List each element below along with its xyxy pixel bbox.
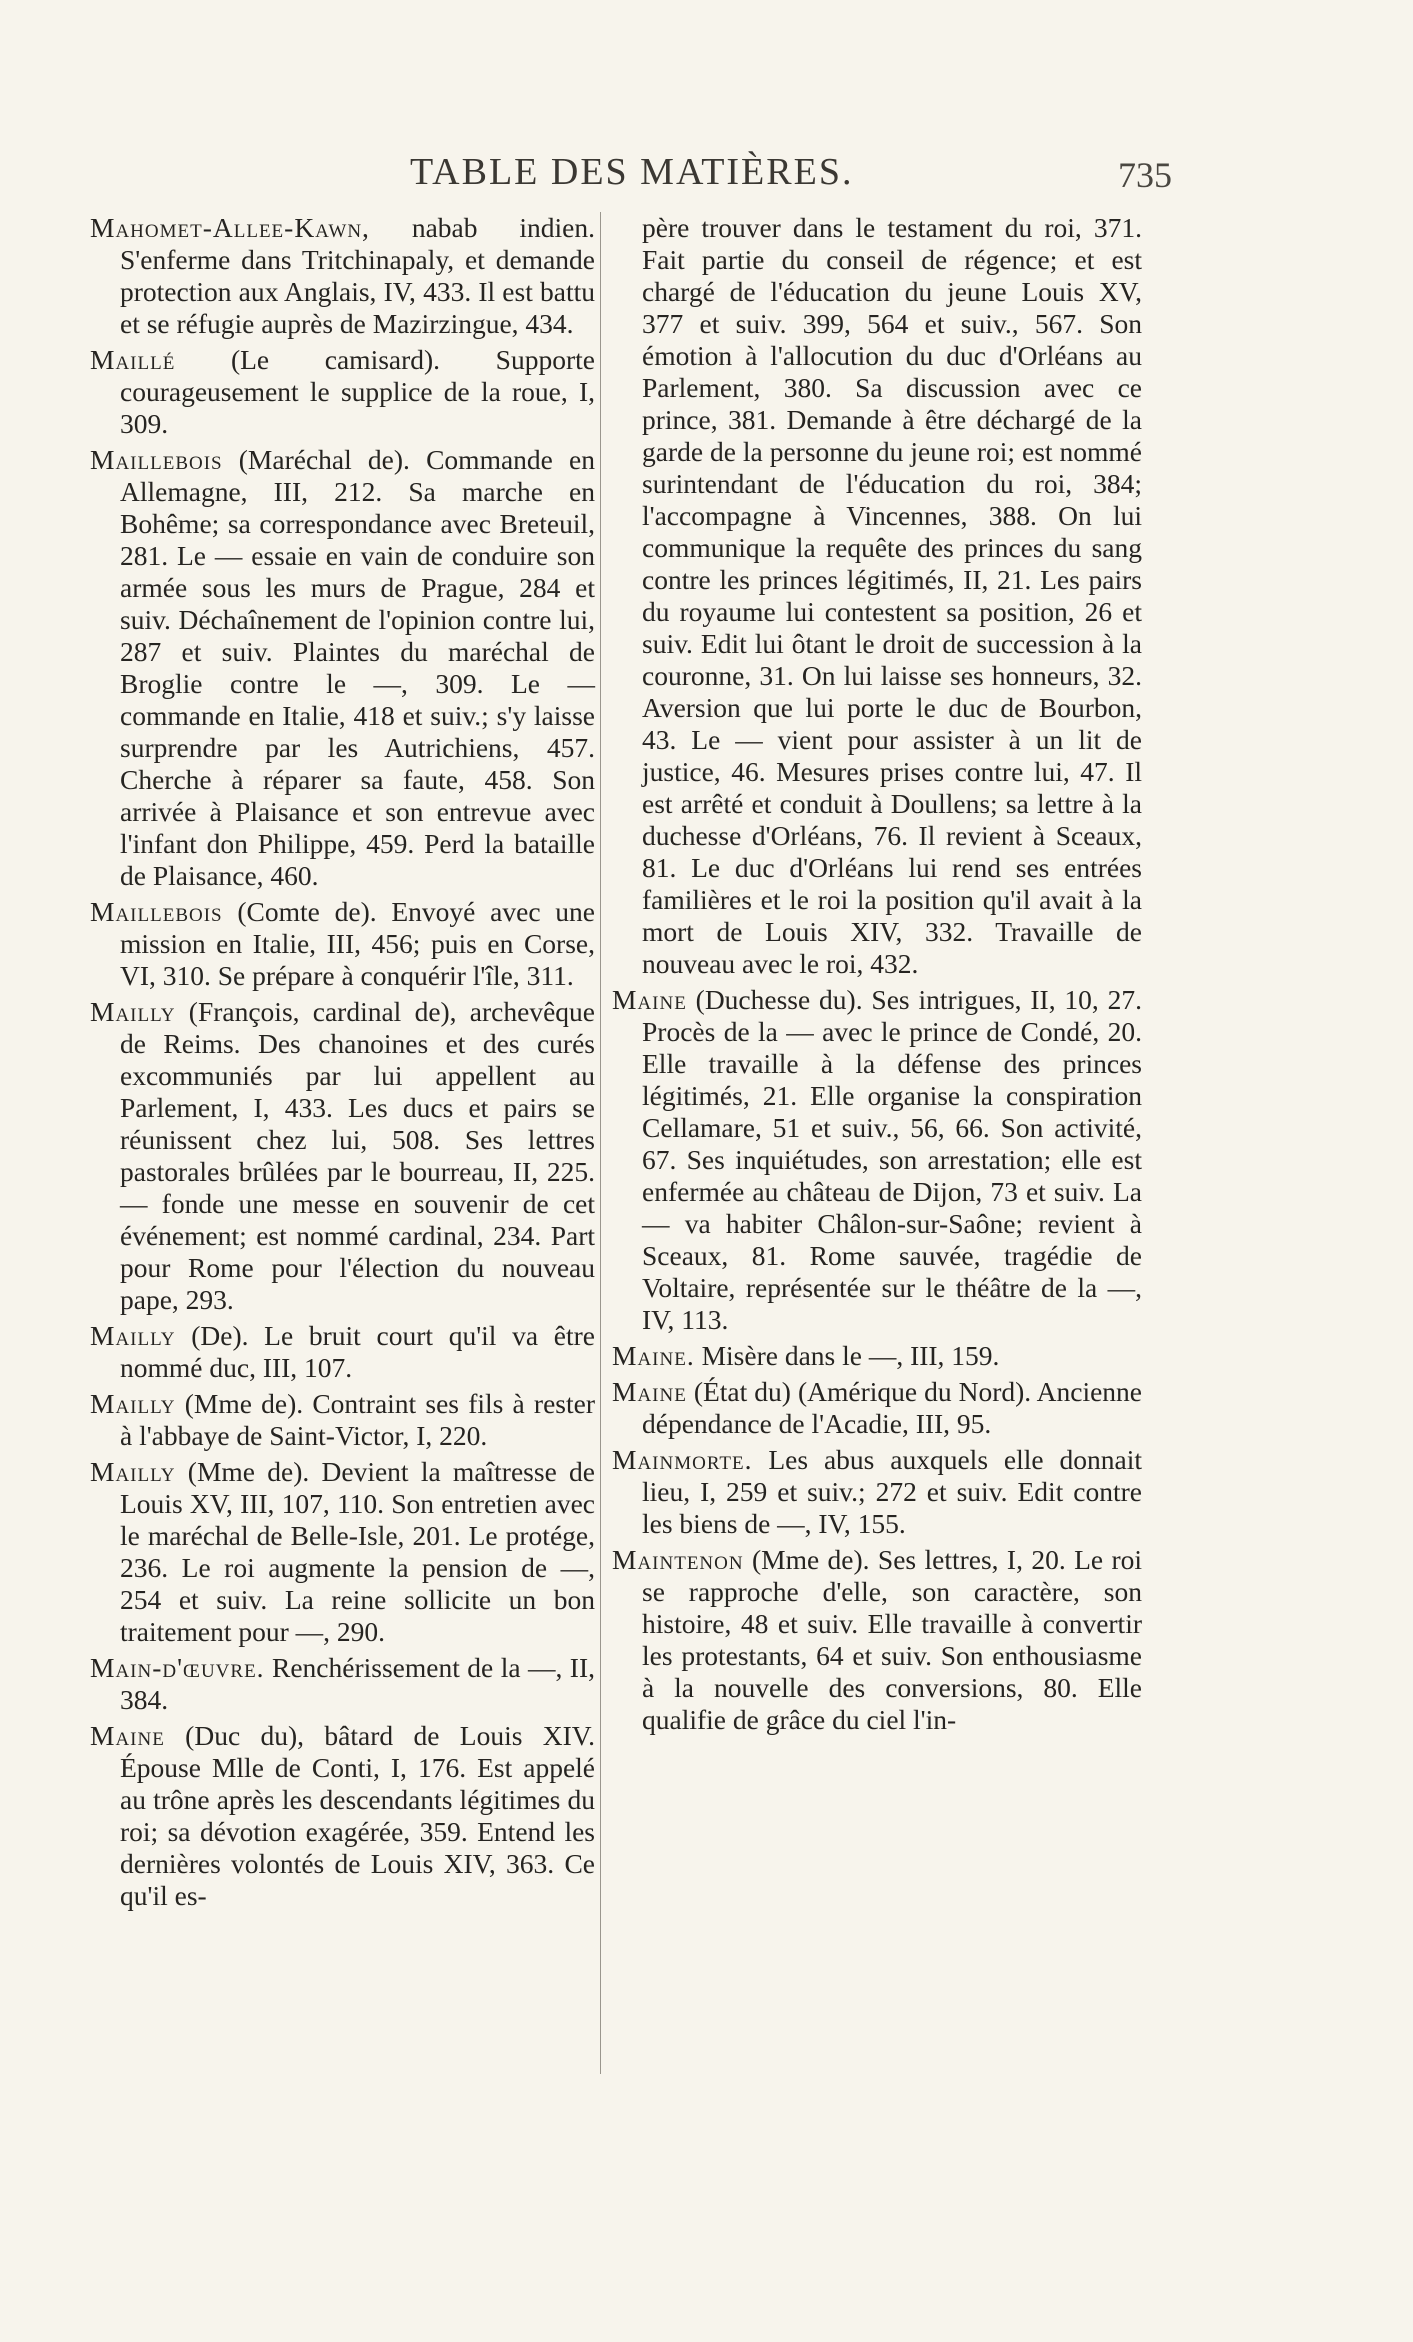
- index-entry: [612, 1376, 1142, 1440]
- entry-headword: Maillebois: [90, 444, 223, 475]
- entry-text: nabab indien. S'enferme dans Tritchinapaly, et demande protection aux Anglais, IV, 433. Il est battu et se réfugie auprès de Mazirzingue, 434.: [120, 212, 595, 339]
- entry-text: (De). Le bruit court qu'il va être nommé duc, III, 107.: [120, 1320, 595, 1383]
- index-entry: [90, 344, 595, 440]
- index-entry: [90, 1456, 595, 1648]
- index-entry: [90, 212, 595, 340]
- entry-text: (Mme de). Contraint ses fils à rester à l'abbaye de Saint-Victor, I, 220.: [120, 1388, 595, 1451]
- entry-headword: Maine.: [612, 1340, 695, 1371]
- entry-headword: Maine: [612, 984, 687, 1015]
- entry-headword: Maintenon: [612, 1544, 744, 1575]
- left-column: [90, 212, 595, 1916]
- entry-text: (François, cardinal de), archevêque de Reims. Des chanoines et des curés excommuniés par lui appellent au Parlement, I, 433. Les ducs et pairs se réunissent chez lui, 508. Ses lettres pastorales brûlées par le bourreau, II, 225. — fonde une messe en souvenir de cet événement; est nommé cardinal, 234. Part pour Rome pour l'élection du nouveau pape, 293.: [120, 996, 595, 1315]
- index-entry: [612, 1340, 1142, 1372]
- entry-headword: Mailly: [90, 1320, 176, 1351]
- entry-headword: Maine: [612, 1376, 687, 1407]
- entry-text: Les abus auxquels elle donnait lieu, I, 259 et suiv.; 272 et suiv. Edit contre les biens de —, IV, 155.: [642, 1444, 1142, 1539]
- entry-headword: Maillé: [90, 344, 176, 375]
- entry-headword: Maine: [90, 1720, 165, 1751]
- index-entry: [90, 444, 595, 892]
- entry-text: Misère dans le —, III, 159.: [694, 1340, 1000, 1371]
- entry-text: (Duchesse du). Ses intrigues, II, 10, 27. Procès de la — avec le prince de Condé, 20. Elle travaille à la défense des princes légitimés, 21. Elle organise la conspiration Cellamare, 51 et suiv., 56, 66. Son activité, 67. Ses inquiétudes, son arrestation; elle est enfermée au château de Dijon, 73 et suiv. La — va habiter Châlon-sur-Saône; revient à Sceaux, 81. Rome sauvée, tragédie de Voltaire, représentée sur le théâtre de la —, IV, 113.: [642, 984, 1142, 1335]
- entry-text: (Comte de). Envoyé avec une mission en Italie, III, 456; puis en Corse, VI, 310. Se prépare à conquérir l'île, 311.: [120, 896, 595, 991]
- index-entry: [90, 896, 595, 992]
- entry-text: (Mme de). Ses lettres, I, 20. Le roi se rapproche d'elle, son caractère, son histoire, 48 et suiv. Elle travaille à convertir les protestants, 64 et suiv. Son enthousiasme à la nouvelle des conversions, 80. Elle qualifie de grâce du ciel l'in-: [642, 1544, 1142, 1735]
- entry-text: (Le camisard). Supporte courageusement le supplice de la roue, I, 309.: [120, 344, 595, 439]
- index-entry: [90, 1720, 595, 1912]
- index-entry: [612, 1544, 1142, 1736]
- entry-text: (État du) (Amérique du Nord). Ancienne dépendance de l'Acadie, III, 95.: [642, 1376, 1142, 1439]
- page-number: 735: [1118, 155, 1172, 195]
- entry-headword: Mailly: [90, 996, 176, 1027]
- index-entry: [612, 984, 1142, 1336]
- entry-text: père trouver dans le testament du roi, 371. Fait partie du conseil de régence; et est chargé de l'éducation du jeune Louis XV, 377 et suiv. 399, 564 et suiv., 567. Son émotion à l'allocution du duc d'Orléans au Parlement, 380. Sa discussion avec ce prince, 381. Demande à être déchargé de la garde de la personne du jeune roi; est nommé surintendant de l'éducation du roi, 384; l'accompagne à Vincennes, 388. On lui communique la requête des princes du sang contre les princes légitimés, II, 21. Les pairs du royaume lui contestent sa position, 26 et suiv. Edit lui ôtant le droit de succession à la couronne, 31. On lui laisse ses honneurs, 32. Aversion que lui porte le duc de Bourbon, 43. Le — vient pour assister à un lit de justice, 46. Mesures prises contre lui, 47. Il est arrêté et conduit à Doullens; sa lettre à la duchesse d'Orléans, 76. Il revient à Sceaux, 81. Le duc d'Orléans lui rend ses entrées familières et le roi la position qu'il avait à la mort de Louis XIV, 332. Travaille de nouveau avec le roi, 432.: [642, 212, 1142, 979]
- right-column: [612, 212, 1142, 1740]
- entry-headword: Main-d'œuvre.: [90, 1652, 265, 1683]
- index-entry: [90, 1652, 595, 1716]
- column-divider: [600, 212, 601, 2074]
- entry-text: (Duc du), bâtard de Louis XIV. Épouse Mlle de Conti, I, 176. Est appelé au trône après les descendants légitimes du roi; sa dévotion exagérée, 359. Entend les dernières volontés de Louis XIV, 363. Ce qu'il es-: [120, 1720, 595, 1911]
- index-entry: [612, 1444, 1142, 1540]
- entry-text: (Mme de). Devient la maîtresse de Louis XV, III, 107, 110. Son entretien avec le maréchal de Belle-Isle, 201. Le protége, 236. Le roi augmente la pension de —, 254 et suiv. La reine sollicite un bon traitement pour —, 290.: [120, 1456, 595, 1647]
- entry-headword: Mahomet-Allee-Kawn,: [90, 212, 370, 243]
- entry-text: (Maréchal de). Commande en Allemagne, III, 212. Sa marche en Bohême; sa correspondance avec Breteuil, 281. Le — essaie en vain de conduire son armée sous les murs de Prague, 284 et suiv. Déchaînement de l'opinion contre lui, 287 et suiv. Plaintes du maréchal de Broglie contre le —, 309. Le — commande en Italie, 418 et suiv.; s'y laisse surprendre par les Autrichiens, 457. Cherche à réparer sa faute, 458. Son arrivée à Plaisance et son entrevue avec l'infant don Philippe, 459. Perd la bataille de Plaisance, 460.: [120, 444, 595, 891]
- entry-headword: Maillebois: [90, 896, 223, 927]
- running-head: TABLE DES MATIÈRES.: [410, 151, 854, 193]
- index-entry-continued: [612, 212, 1142, 980]
- entry-text: Renchérissement de la —, II, 384.: [120, 1652, 595, 1715]
- entry-headword: Mainmorte.: [612, 1444, 753, 1475]
- index-entry: [90, 996, 595, 1316]
- index-entry: [90, 1388, 595, 1452]
- index-entry: [90, 1320, 595, 1384]
- entry-headword: Mailly: [90, 1456, 176, 1487]
- entry-headword: Mailly: [90, 1388, 176, 1419]
